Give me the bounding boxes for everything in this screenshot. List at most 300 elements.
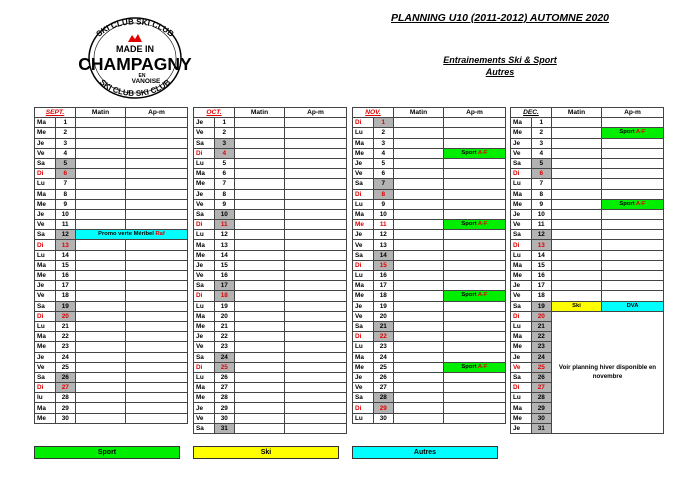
day-number: 18 [214, 291, 235, 301]
month-table-september [34, 107, 188, 424]
event-sport[interactable] [444, 362, 506, 372]
cell-apm[interactable] [126, 321, 188, 331]
cell-apm[interactable] [285, 321, 347, 331]
cell-apm[interactable] [126, 281, 188, 291]
cell-matin[interactable] [394, 342, 444, 352]
cell-matin[interactable] [76, 321, 126, 331]
cell-matin[interactable] [76, 393, 126, 403]
cell-matin[interactable] [235, 230, 285, 240]
cell-matin[interactable] [552, 148, 602, 158]
cell-apm[interactable] [285, 260, 347, 270]
day-row [511, 179, 664, 189]
cell-matin[interactable] [552, 230, 602, 240]
cell-matin[interactable] [235, 209, 285, 219]
cell-matin[interactable] [552, 271, 602, 281]
cell-apm[interactable] [602, 220, 664, 230]
cell-apm[interactable] [126, 158, 188, 168]
cell-matin[interactable] [394, 321, 444, 331]
cell-apm[interactable] [126, 362, 188, 372]
cell-matin[interactable] [76, 138, 126, 148]
month-header-row [194, 108, 347, 118]
cell-matin[interactable] [235, 321, 285, 331]
cell-matin[interactable] [394, 281, 444, 291]
cell-matin[interactable] [394, 230, 444, 240]
cell-matin[interactable] [76, 240, 126, 250]
cell-matin[interactable] [235, 403, 285, 413]
cell-apm[interactable] [126, 291, 188, 301]
cell-matin[interactable] [394, 158, 444, 168]
day-name: Lu [353, 128, 374, 138]
day-name: Lu [353, 342, 374, 352]
cell-apm[interactable] [126, 383, 188, 393]
cell-matin[interactable] [76, 413, 126, 423]
day-row [353, 260, 506, 270]
cell-matin[interactable] [76, 158, 126, 168]
cell-apm[interactable] [285, 250, 347, 260]
cell-matin[interactable] [394, 169, 444, 179]
cell-matin[interactable] [76, 220, 126, 230]
cell-apm[interactable] [126, 138, 188, 148]
day-number: 2 [55, 128, 76, 138]
day-name: Di [35, 240, 56, 250]
day-row [194, 321, 347, 331]
cell-matin[interactable] [394, 240, 444, 250]
cell-matin[interactable] [235, 179, 285, 189]
cell-apm[interactable] [285, 209, 347, 219]
day-row [511, 291, 664, 301]
cell-matin[interactable] [235, 158, 285, 168]
cell-apm[interactable] [285, 281, 347, 291]
cell-matin[interactable] [552, 260, 602, 270]
cell-apm[interactable] [444, 169, 506, 179]
cell-apm[interactable] [285, 383, 347, 393]
cell-apm[interactable] [602, 230, 664, 240]
cell-apm[interactable] [285, 138, 347, 148]
cell-matin[interactable] [235, 301, 285, 311]
cell-apm[interactable] [126, 148, 188, 158]
cell-apm[interactable] [444, 413, 506, 423]
cell-apm[interactable] [602, 240, 664, 250]
cell-matin[interactable] [394, 209, 444, 219]
mountain-icon [128, 34, 142, 42]
cell-apm[interactable] [602, 281, 664, 291]
cell-apm[interactable] [444, 199, 506, 209]
cell-apm[interactable] [126, 199, 188, 209]
day-number: 5 [531, 158, 552, 168]
day-row [35, 352, 188, 362]
event-text: Sport [461, 221, 478, 228]
cell-matin[interactable] [394, 383, 444, 393]
cell-apm[interactable] [444, 230, 506, 240]
cell-apm[interactable] [285, 148, 347, 158]
cell-apm[interactable] [285, 240, 347, 250]
cell-apm[interactable] [602, 138, 664, 148]
day-name: lu [35, 393, 56, 403]
cell-matin[interactable] [235, 372, 285, 382]
day-row [35, 148, 188, 158]
cell-matin[interactable] [394, 179, 444, 189]
cell-matin[interactable] [394, 128, 444, 138]
event-sport[interactable] [602, 199, 664, 209]
cell-apm[interactable] [126, 393, 188, 403]
day-number: 22 [55, 332, 76, 342]
cell-matin[interactable] [552, 189, 602, 199]
cell-apm[interactable] [444, 189, 506, 199]
cell-apm[interactable] [126, 260, 188, 270]
day-name: Me [35, 413, 56, 423]
cell-apm[interactable] [444, 403, 506, 413]
cell-matin[interactable] [394, 311, 444, 321]
cell-apm[interactable] [444, 281, 506, 291]
cell-apm[interactable] [602, 169, 664, 179]
cell-apm[interactable] [285, 362, 347, 372]
cell-matin[interactable] [394, 220, 444, 230]
day-name: Je [35, 209, 56, 219]
cell-apm[interactable] [444, 342, 506, 352]
cell-apm[interactable] [602, 209, 664, 219]
event-sport[interactable] [444, 220, 506, 230]
cell-matin[interactable] [552, 128, 602, 138]
day-row [35, 321, 188, 331]
cell-apm[interactable] [126, 118, 188, 128]
cell-matin[interactable] [394, 260, 444, 270]
cell-matin[interactable] [394, 291, 444, 301]
day-row [194, 281, 347, 291]
day-name: Sa [353, 321, 374, 331]
cell-matin[interactable] [552, 118, 602, 128]
cell-matin[interactable] [235, 148, 285, 158]
event-sport[interactable] [444, 148, 506, 158]
cell-apm[interactable] [444, 393, 506, 403]
cell-matin[interactable] [76, 311, 126, 321]
cell-matin[interactable] [76, 189, 126, 199]
cell-matin[interactable] [76, 179, 126, 189]
cell-apm[interactable] [602, 291, 664, 301]
cell-matin[interactable] [235, 240, 285, 250]
column-matin: Matin [235, 108, 285, 118]
day-number: 25 [214, 362, 235, 372]
cell-matin[interactable] [76, 260, 126, 270]
day-name: Di [511, 383, 532, 393]
cell-matin[interactable] [552, 199, 602, 209]
cell-apm[interactable] [444, 311, 506, 321]
cell-matin[interactable] [235, 138, 285, 148]
day-number: 30 [214, 413, 235, 423]
cell-apm[interactable] [285, 169, 347, 179]
cell-matin[interactable] [552, 158, 602, 168]
cell-matin[interactable] [235, 393, 285, 403]
cell-apm[interactable] [285, 372, 347, 382]
cell-apm[interactable] [285, 403, 347, 413]
cell-apm[interactable] [444, 321, 506, 331]
cell-matin[interactable] [394, 138, 444, 148]
month-table-december [510, 107, 664, 434]
cell-apm[interactable] [126, 271, 188, 281]
day-number: 16 [531, 271, 552, 281]
cell-apm[interactable] [126, 128, 188, 138]
column-matin: Matin [552, 108, 602, 118]
cell-apm[interactable] [285, 413, 347, 423]
day-name: Ma [35, 332, 56, 342]
day-number: 3 [531, 138, 552, 148]
cell-matin[interactable] [394, 332, 444, 342]
cell-matin[interactable] [235, 352, 285, 362]
day-name: Di [353, 260, 374, 270]
cell-matin[interactable] [76, 332, 126, 342]
day-number: 15 [531, 260, 552, 270]
cell-matin[interactable] [235, 423, 285, 433]
cell-apm[interactable] [444, 158, 506, 168]
cell-apm[interactable] [285, 179, 347, 189]
cell-matin[interactable] [235, 220, 285, 230]
cell-apm[interactable] [444, 372, 506, 382]
cell-apm[interactable] [126, 240, 188, 250]
day-row [35, 393, 188, 403]
cell-matin[interactable] [394, 148, 444, 158]
day-number: 8 [214, 189, 235, 199]
day-number: 5 [214, 158, 235, 168]
day-row [194, 352, 347, 362]
cell-apm[interactable] [126, 342, 188, 352]
cell-matin[interactable] [552, 240, 602, 250]
cell-matin[interactable] [394, 271, 444, 281]
cell-apm[interactable] [602, 189, 664, 199]
cell-apm[interactable] [602, 118, 664, 128]
cell-apm[interactable] [126, 209, 188, 219]
cell-apm[interactable] [126, 311, 188, 321]
cell-apm[interactable] [444, 128, 506, 138]
day-number: 25 [373, 362, 394, 372]
cell-matin[interactable] [394, 413, 444, 423]
day-number: 23 [214, 342, 235, 352]
day-name: Ve [194, 271, 215, 281]
day-row [35, 189, 188, 199]
cell-apm[interactable] [444, 301, 506, 311]
cell-matin[interactable] [235, 189, 285, 199]
cell-matin[interactable] [235, 271, 285, 281]
day-name: Lu [511, 179, 532, 189]
day-row [194, 403, 347, 413]
cell-apm[interactable] [126, 220, 188, 230]
day-number: 10 [55, 209, 76, 219]
day-name: Me [35, 199, 56, 209]
cell-matin[interactable] [235, 118, 285, 128]
cell-apm[interactable] [602, 260, 664, 270]
cell-matin[interactable] [76, 403, 126, 413]
cell-apm[interactable] [285, 118, 347, 128]
day-name: Ma [35, 260, 56, 270]
cell-matin[interactable] [235, 362, 285, 372]
day-number: 9 [214, 199, 235, 209]
cell-apm[interactable] [602, 250, 664, 260]
cell-matin[interactable] [235, 413, 285, 423]
cell-matin[interactable] [76, 271, 126, 281]
cell-apm[interactable] [126, 352, 188, 362]
day-row [353, 393, 506, 403]
cell-matin[interactable] [76, 291, 126, 301]
day-row [353, 403, 506, 413]
day-name: Me [511, 271, 532, 281]
cell-matin[interactable] [552, 291, 602, 301]
cell-matin[interactable] [394, 403, 444, 413]
cell-apm[interactable] [285, 311, 347, 321]
cell-apm[interactable] [126, 189, 188, 199]
day-name: Ve [353, 169, 374, 179]
cell-apm[interactable] [285, 423, 347, 433]
cell-apm[interactable] [285, 158, 347, 168]
cell-apm[interactable] [126, 413, 188, 423]
cell-apm[interactable] [444, 209, 506, 219]
cell-matin[interactable] [552, 209, 602, 219]
day-number: 3 [55, 138, 76, 148]
day-number: 17 [531, 281, 552, 291]
day-name: Sa [35, 230, 56, 240]
cell-apm[interactable] [285, 301, 347, 311]
cell-matin[interactable] [552, 250, 602, 260]
cell-apm[interactable] [444, 271, 506, 281]
event-sport[interactable] [444, 291, 506, 301]
cell-matin[interactable] [235, 250, 285, 260]
cell-matin[interactable] [235, 383, 285, 393]
day-name: Sa [511, 230, 532, 240]
cell-apm[interactable] [285, 128, 347, 138]
cell-matin[interactable] [76, 118, 126, 128]
cell-apm[interactable] [285, 332, 347, 342]
day-name: Ve [353, 240, 374, 250]
cell-matin[interactable] [235, 260, 285, 270]
cell-matin[interactable] [235, 342, 285, 352]
cell-apm[interactable] [444, 240, 506, 250]
day-name: Ve [194, 199, 215, 209]
cell-matin[interactable] [552, 169, 602, 179]
month-name: NOV. [353, 108, 394, 118]
cell-matin[interactable] [76, 383, 126, 393]
cell-apm[interactable] [444, 383, 506, 393]
cell-matin[interactable] [235, 332, 285, 342]
cell-apm[interactable] [444, 179, 506, 189]
cell-apm[interactable] [285, 393, 347, 403]
day-row [353, 372, 506, 382]
cell-apm[interactable] [602, 148, 664, 158]
cell-matin[interactable] [76, 148, 126, 158]
day-name: Ma [353, 352, 374, 362]
cell-apm[interactable] [285, 230, 347, 240]
cell-matin[interactable] [394, 301, 444, 311]
cell-apm[interactable] [602, 179, 664, 189]
cell-matin[interactable] [552, 281, 602, 291]
cell-apm[interactable] [126, 372, 188, 382]
cell-apm[interactable] [285, 342, 347, 352]
cell-matin[interactable] [76, 250, 126, 260]
day-number: 3 [214, 138, 235, 148]
cell-apm[interactable] [126, 403, 188, 413]
day-number: 16 [373, 271, 394, 281]
cell-apm[interactable] [602, 158, 664, 168]
cell-apm[interactable] [126, 250, 188, 260]
cell-matin[interactable] [76, 199, 126, 209]
cell-matin[interactable] [394, 393, 444, 403]
cell-apm[interactable] [444, 138, 506, 148]
cell-matin[interactable] [76, 362, 126, 372]
cell-apm[interactable] [126, 332, 188, 342]
cell-matin[interactable] [394, 362, 444, 372]
cell-apm[interactable] [285, 189, 347, 199]
cell-matin[interactable] [76, 281, 126, 291]
cell-apm[interactable] [602, 271, 664, 281]
cell-apm[interactable] [444, 352, 506, 362]
day-name: Me [194, 393, 215, 403]
month-header-row [511, 108, 664, 118]
cell-matin[interactable] [394, 352, 444, 362]
cell-apm[interactable] [285, 199, 347, 209]
event-group: A-F [477, 221, 488, 228]
cell-apm[interactable] [444, 118, 506, 128]
cell-matin[interactable] [76, 342, 126, 352]
event-ski[interactable]: Ski [552, 301, 602, 311]
day-name: Ma [35, 189, 56, 199]
cell-apm[interactable] [126, 179, 188, 189]
cell-matin[interactable] [76, 352, 126, 362]
cell-matin[interactable] [235, 128, 285, 138]
cell-apm[interactable] [285, 271, 347, 281]
day-row [353, 311, 506, 321]
day-name: Me [194, 179, 215, 189]
day-name: Ma [35, 118, 56, 128]
cell-matin[interactable] [76, 301, 126, 311]
day-name: Ve [511, 148, 532, 158]
event-sport[interactable] [602, 128, 664, 138]
day-row [194, 413, 347, 423]
day-row [353, 189, 506, 199]
cell-matin[interactable] [552, 179, 602, 189]
day-name: Ve [511, 220, 532, 230]
cell-matin[interactable] [552, 138, 602, 148]
day-row [511, 189, 664, 199]
cell-matin[interactable] [394, 250, 444, 260]
cell-apm[interactable] [444, 250, 506, 260]
cell-matin[interactable] [235, 291, 285, 301]
event-promo-verte[interactable] [76, 230, 188, 240]
cell-apm[interactable] [126, 301, 188, 311]
day-row [353, 148, 506, 158]
cell-matin[interactable] [76, 372, 126, 382]
day-row [194, 158, 347, 168]
cell-matin[interactable] [235, 199, 285, 209]
event-dva[interactable]: DVA [602, 301, 664, 311]
cell-matin[interactable] [76, 169, 126, 179]
day-name: Ve [353, 311, 374, 321]
legend-ski: Ski [193, 446, 339, 459]
cell-apm[interactable] [444, 332, 506, 342]
cell-matin[interactable] [394, 189, 444, 199]
cell-apm[interactable] [285, 220, 347, 230]
cell-matin[interactable] [394, 372, 444, 382]
cell-apm[interactable] [285, 291, 347, 301]
cell-matin[interactable] [394, 118, 444, 128]
cell-apm[interactable] [285, 352, 347, 362]
cell-matin[interactable] [235, 169, 285, 179]
cell-matin[interactable] [552, 220, 602, 230]
day-name: Lu [35, 250, 56, 260]
cell-matin[interactable] [235, 281, 285, 291]
day-number: 2 [531, 128, 552, 138]
cell-matin[interactable] [235, 311, 285, 321]
cell-apm[interactable] [444, 260, 506, 270]
cell-apm[interactable] [126, 169, 188, 179]
cell-matin[interactable] [394, 199, 444, 209]
cell-matin[interactable] [76, 209, 126, 219]
cell-matin[interactable] [76, 128, 126, 138]
